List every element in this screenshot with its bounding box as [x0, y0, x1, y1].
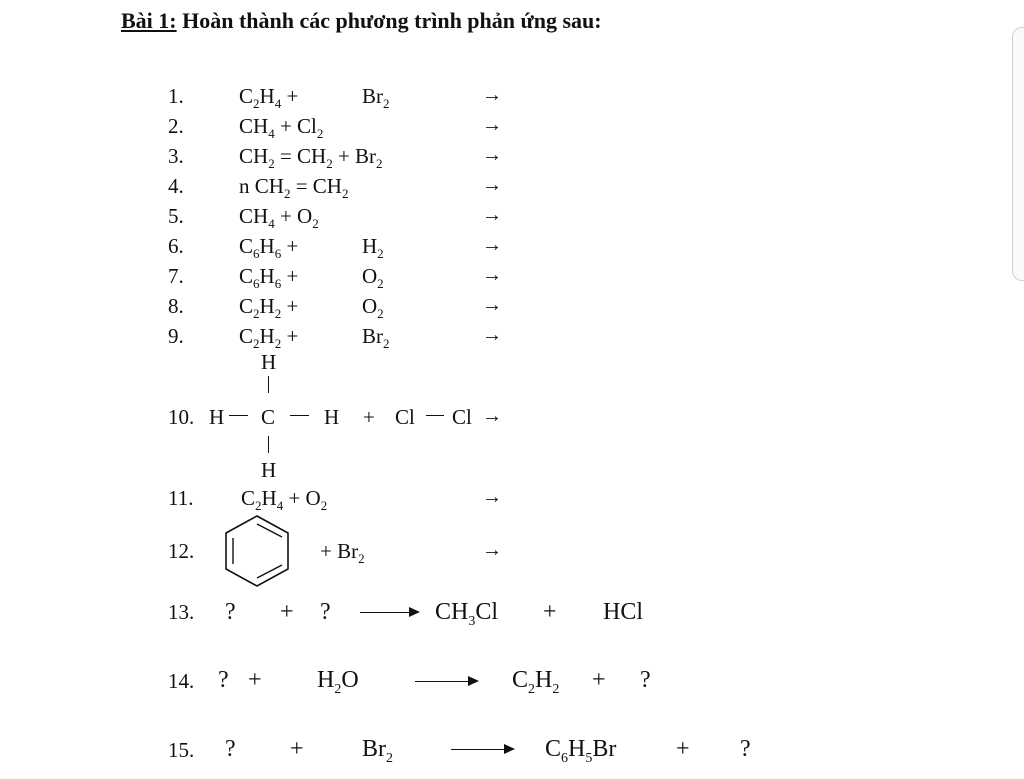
reaction-arrow: → — [482, 174, 502, 196]
eq-reactants: n $CH_2 = CH_2$ — [239, 174, 349, 202]
eq-reactants: $C_2H_4$ + — [239, 84, 299, 112]
plus-sign: + — [248, 667, 262, 693]
reactant-bromine: $Br_2$ — [362, 736, 393, 766]
eq-number: 15. — [168, 738, 195, 762]
eq-reactants: $CH_4 + O_2$ — [239, 204, 319, 232]
eq-number: 8. — [168, 294, 184, 318]
bond-horizontal — [290, 415, 309, 416]
atom-cl-1: Cl — [395, 405, 415, 429]
plus-sign: + — [363, 405, 375, 429]
plus-sign: + — [290, 736, 304, 762]
reaction-arrow: → — [482, 324, 502, 346]
eq-number: 6. — [168, 234, 184, 258]
eq-reactants: $C_2H_2$ + — [239, 324, 299, 352]
eq-number: 1. — [168, 84, 184, 108]
eq-number: 4. — [168, 174, 184, 198]
long-arrow-icon — [451, 749, 513, 750]
product-1: $C_2H_2$ — [512, 667, 560, 697]
unknown-product: ? — [740, 736, 751, 762]
atom-h-bottom: H — [261, 458, 277, 482]
plus-sign: + — [592, 667, 606, 693]
product-1: $C_6H_5Br$ — [545, 736, 617, 766]
plus-sign: + — [280, 599, 294, 625]
unknown-product: ? — [640, 667, 651, 693]
atom-c: C — [261, 405, 276, 429]
eq-number: 11. — [168, 486, 194, 510]
eq-number: 13. — [168, 600, 195, 624]
eq-reactants: $C_6H_6$ + — [239, 234, 299, 262]
eq-reactants: $C_2H_2$ + — [239, 294, 299, 322]
reaction-arrow: → — [482, 114, 502, 136]
eq-reagent: + $Br_2$ — [320, 539, 365, 567]
product-1: $CH_3Cl$ — [435, 599, 499, 629]
eq-number: 10. — [168, 405, 195, 429]
eq-reactant-2: $O_2$ — [362, 264, 384, 292]
unknown-reactant: ? — [225, 599, 236, 625]
eq-number: 14. — [168, 669, 195, 693]
unknown-reactant: ? — [225, 736, 236, 762]
reaction-arrow: → — [482, 84, 502, 106]
eq-reactants: $C_2H_4 + O_2$ — [241, 486, 328, 514]
plus-sign: + — [676, 736, 690, 762]
bond-horizontal — [229, 415, 248, 416]
reactant-water: $H_2O$ — [317, 667, 359, 697]
eq-reactant-2: $H_2$ — [362, 234, 384, 262]
reaction-arrow: → — [482, 234, 502, 256]
bond-vertical — [268, 376, 269, 393]
eq-reactant-2: $Br_2$ — [362, 84, 390, 112]
exercise-title — [121, 10, 602, 32]
plus-sign: + — [543, 599, 557, 625]
scrollbar-handle[interactable] — [1012, 27, 1024, 281]
eq-number: 7. — [168, 264, 184, 288]
long-arrow-icon — [360, 612, 418, 613]
eq-number: 5. — [168, 204, 184, 228]
atom-h-left: H — [209, 405, 225, 429]
eq-reactant-2: $Br_2$ — [362, 324, 390, 352]
unknown-reactant: ? — [218, 667, 229, 693]
eq-number: 3. — [168, 144, 184, 168]
eq-reactants: $CH_2 = CH_2 + Br_2$ — [239, 144, 383, 172]
atom-h-top: H — [261, 350, 277, 374]
reaction-arrow: → — [482, 294, 502, 316]
eq-number: 2. — [168, 114, 184, 138]
exercise-instruction: Hoàn thành các phương trình phản ứng sau: — [176, 8, 602, 33]
atom-cl-2: Cl — [452, 405, 472, 429]
eq-reactants: $CH_4 + Cl_2$ — [239, 114, 324, 142]
bond-vertical — [268, 436, 269, 453]
benzene-ring-icon — [222, 512, 292, 590]
reaction-arrow: → — [482, 204, 502, 226]
eq-number: 12. — [168, 539, 195, 563]
reaction-arrow: → — [482, 539, 502, 561]
atom-h-right: H — [324, 405, 340, 429]
exercise-label: Bài 1: — [121, 8, 177, 33]
product-2: HCl — [603, 599, 644, 625]
eq-reactant-2: $O_2$ — [362, 294, 384, 322]
reaction-arrow: → — [482, 264, 502, 286]
reaction-arrow: → — [482, 486, 502, 508]
eq-reactants: $C_6H_6$ + — [239, 264, 299, 292]
bond-cl-cl — [426, 415, 444, 416]
reaction-arrow: → — [482, 144, 502, 166]
long-arrow-icon — [415, 681, 477, 682]
reaction-arrow: → — [482, 405, 502, 427]
unknown-reactant: ? — [320, 599, 331, 625]
eq-number: 9. — [168, 324, 184, 348]
